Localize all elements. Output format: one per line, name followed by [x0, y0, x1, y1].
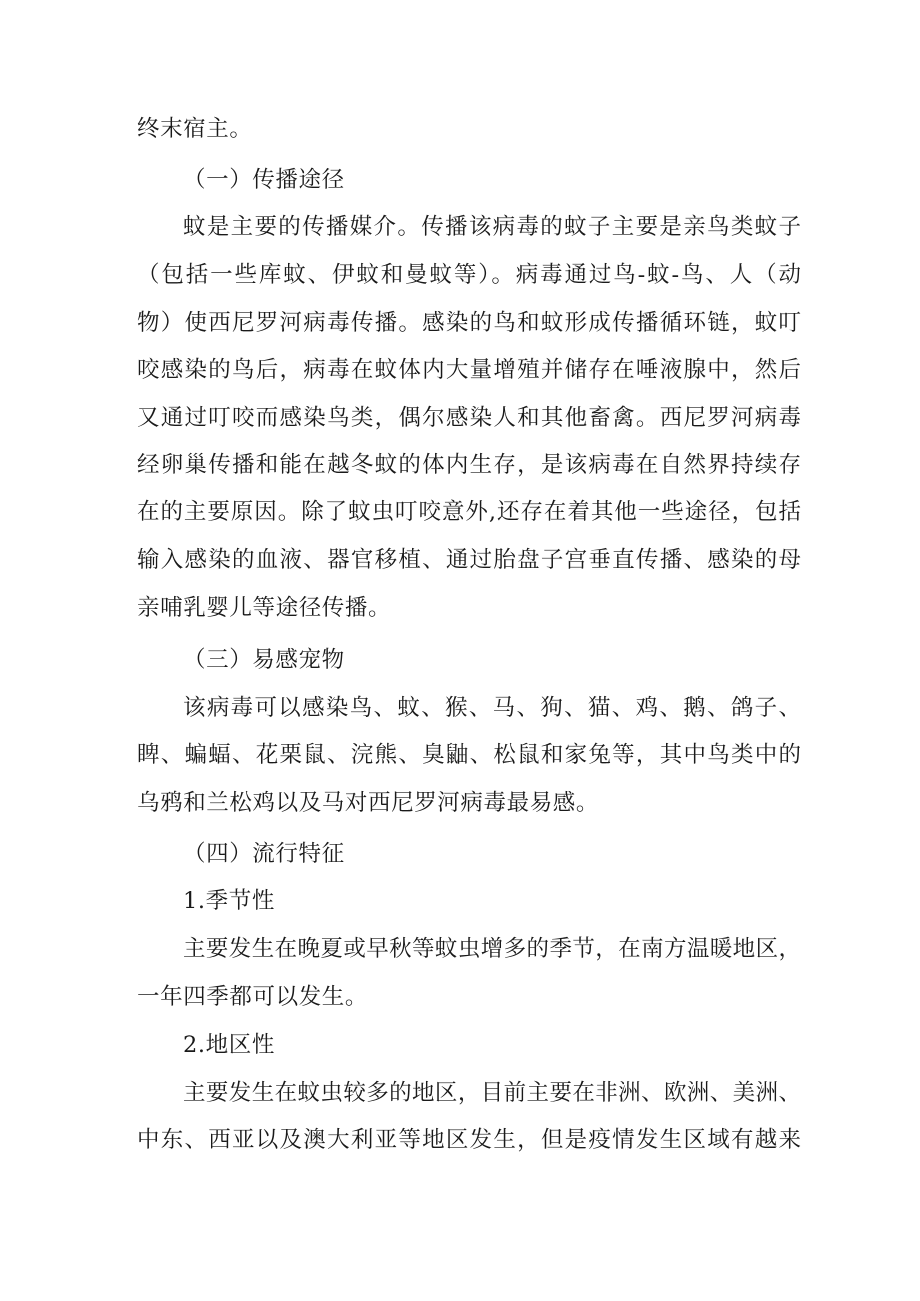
paragraph-line: 一年四季都可以发生。: [137, 984, 369, 1010]
paragraph-line: 咬感染的鸟后，病毒在蚊体内大量增殖并储存在唾液腺中，然后: [137, 357, 801, 383]
paragraph-line: 中东、西亚以及澳大利亚等地区发生，但是疫情发生区域有越来: [137, 1127, 801, 1153]
section-heading-transmission: （一）传播途径: [183, 167, 345, 193]
paragraph-line: 输入感染的血液、器官移植、通过胎盘子宫垂直传播、感染的母: [137, 547, 801, 573]
subheading-seasonal: 1.季节性: [183, 888, 275, 914]
paragraph-line: （包括一些库蚊、伊蚊和曼蚊等）。病毒通过鸟-蚊-鸟、人（动: [137, 262, 801, 288]
subheading-regional: 2.地区性: [183, 1032, 275, 1058]
paragraph-line: 在的主要原因。除了蚊虫叮咬意外,还存在着其他一些途径，包括: [137, 499, 801, 525]
paragraph-line: 又通过叮咬而感染鸟类，偶尔感染人和其他畜禽。西尼罗河病毒: [137, 405, 801, 431]
paragraph-line: 亲哺乳婴儿等途径传播。: [137, 595, 392, 621]
paragraph-line: 主要发生在蚊虫较多的地区，目前主要在非洲、欧洲、美洲、: [183, 1080, 801, 1106]
paragraph-line: 主要发生在晚夏或早秋等蚊虫增多的季节，在南方温暖地区，: [183, 936, 801, 962]
paragraph-line: 睥、蝙蝠、花栗鼠、浣熊、臭鼬、松鼠和家兔等，其中鸟类中的: [137, 742, 801, 768]
intro-line: 终末宿主。: [137, 116, 253, 142]
paragraph-line: 蚊是主要的传播媒介。传播该病毒的蚊子主要是亲鸟类蚊子: [183, 214, 801, 240]
paragraph-line: 该病毒可以感染鸟、蚊、猴、马、狗、猫、鸡、鹅、鸽子、: [183, 695, 801, 721]
paragraph-line: 乌鸦和兰松鸡以及马对西尼罗河病毒最易感。: [137, 790, 600, 816]
paragraph-line: 经卵巢传播和能在越冬蚊的体内生存，是该病毒在自然界持续存: [137, 452, 801, 478]
section-heading-epidemic: （四）流行特征: [183, 841, 345, 867]
paragraph-line: 物）使西尼罗河病毒传播。感染的鸟和蚊形成传播循环链，蚊叮: [137, 310, 801, 336]
section-heading-pets: （三）易感宠物: [183, 647, 345, 673]
